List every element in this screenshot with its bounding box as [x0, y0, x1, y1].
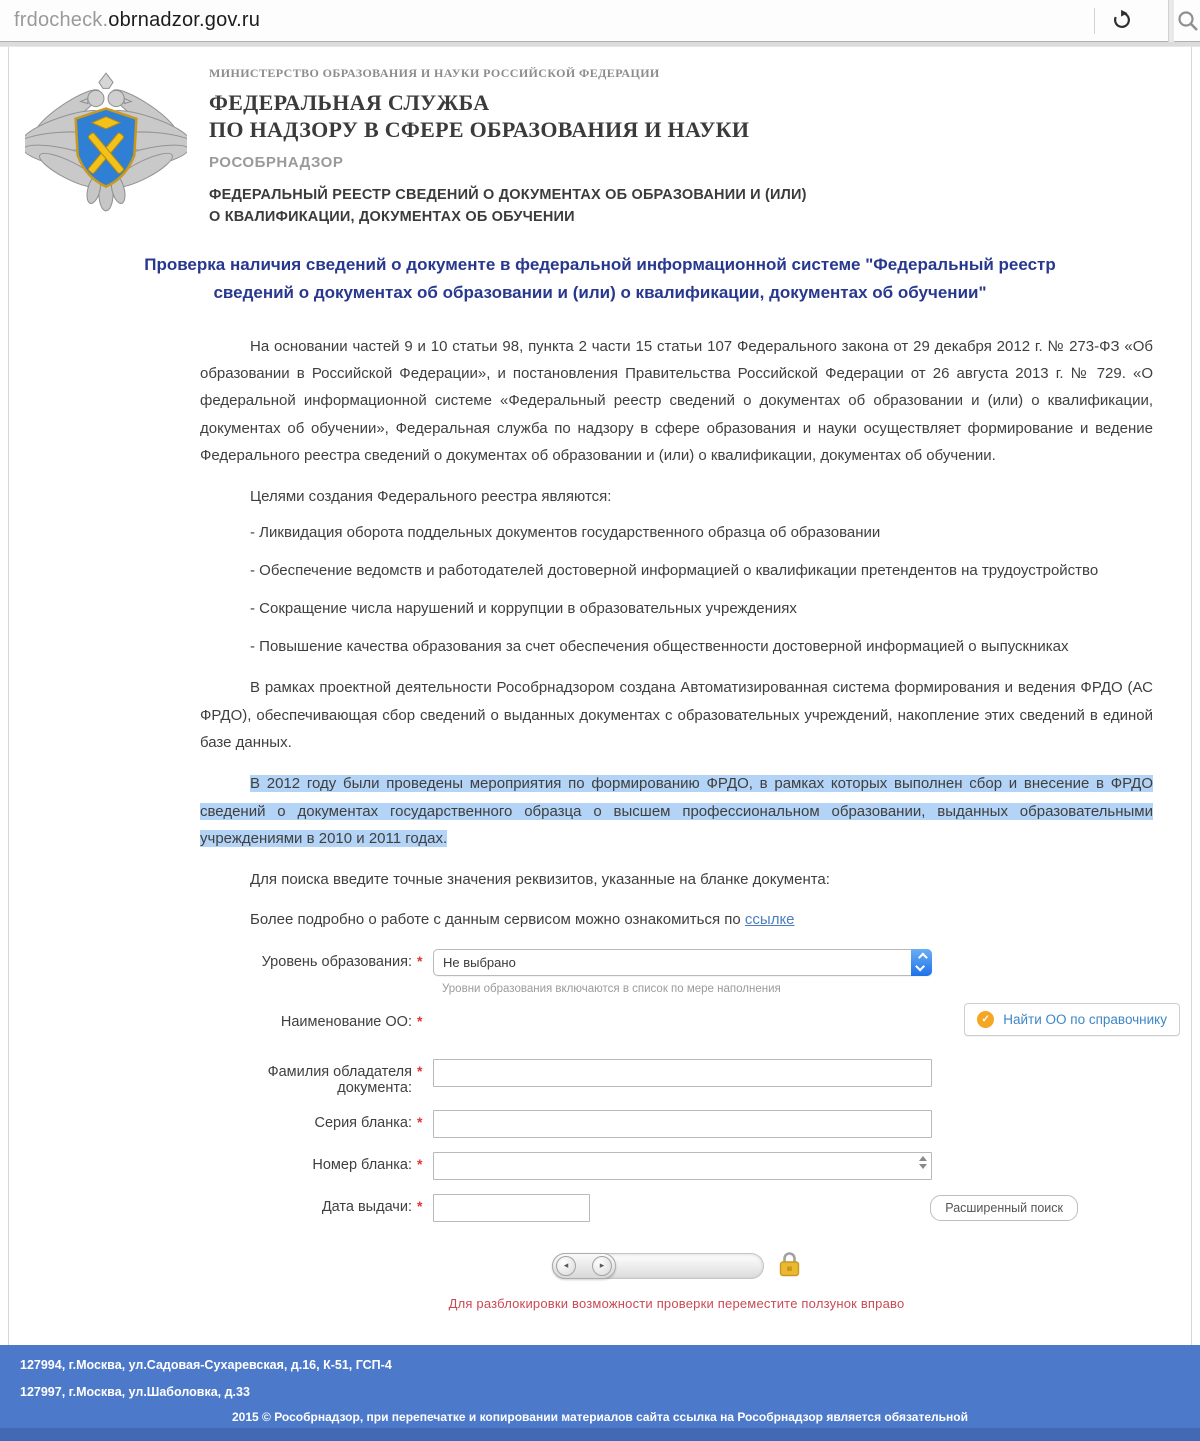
- page-content: [8, 47, 1192, 1345]
- rosobrnadzor-emblem-logo: [25, 60, 187, 222]
- goal-item-1: - Ликвидация оборота поддельных документов государственного образца об образовании: [250, 524, 881, 542]
- more-info-text: Более подробно о работе с данным сервисом можно ознакомиться по: [250, 910, 745, 928]
- toolbar-divider: [1094, 8, 1095, 34]
- reload-icon: [1111, 9, 1133, 36]
- date-row: [200, 1194, 1153, 1222]
- number-input[interactable]: [433, 1152, 932, 1180]
- advanced-search-label: Расширенный поиск: [945, 1200, 1063, 1215]
- search-form: [200, 949, 1167, 1222]
- goals-intro: Целями создания Федерального реестра являются:: [250, 488, 612, 506]
- search-button[interactable]: [1176, 9, 1200, 33]
- url-text[interactable]: [0, 9, 260, 32]
- goal-item-2: - Обеспечение ведомств и работодателей достоверной информацией о квалификации претендентов на трудоустройство: [250, 562, 1099, 580]
- required-mark: *: [417, 1155, 423, 1172]
- footer-copyright: 2015 © Рособрнадзор, при перепечатке и копировании материалов сайта ссылка на Рособрнадзор является обязательной: [232, 1410, 968, 1424]
- find-oo-button-label: Найти ОО по справочнику: [1003, 1011, 1167, 1027]
- spinner-up-icon: [919, 1156, 927, 1161]
- url-domain: obrnadzor.gov.ru: [108, 9, 261, 31]
- date-input[interactable]: [433, 1194, 590, 1222]
- advanced-search-button[interactable]: [930, 1195, 1078, 1221]
- more-info-link[interactable]: ссылке: [744, 910, 795, 928]
- main-text: [200, 333, 1167, 1345]
- surname-row: [200, 1059, 1153, 1096]
- surname-label: Фамилия обладателя документа:: [267, 1063, 412, 1096]
- ministry-name: МИНИСТЕРСТВО ОБРАЗОВАНИЯ И НАУКИ РОССИЙСКОЙ ФЕДЕРАЦИИ: [209, 66, 660, 80]
- header-text-block: [209, 60, 807, 229]
- unlock-slider[interactable]: [552, 1253, 764, 1279]
- education-level-helper: Уровни образования включаются в список по мере наполнения: [442, 982, 781, 995]
- surname-input[interactable]: [433, 1059, 932, 1087]
- oo-name-row: [200, 1009, 1167, 1045]
- spinner-down-icon: [919, 1164, 927, 1169]
- number-label: Номер бланка:: [312, 1156, 412, 1173]
- slider-handle[interactable]: [552, 1253, 616, 1279]
- registry-name-line2: О КВАЛИФИКАЦИИ, ДОКУМЕНТАХ ОБ ОБУЧЕНИИ: [209, 209, 575, 226]
- required-mark: *: [417, 1197, 423, 1214]
- required-mark: *: [417, 952, 423, 969]
- slider-hint: Для разблокировки возможности проверки переместите ползунок вправо: [448, 1295, 905, 1311]
- intro-paragraph: На основании частей 9 и 10 статьи 98, пункта 2 части 15 статьи 107 Федерального закона от 29 декабря 2012 г. № 273-ФЗ «Об образовании в Российской Федерации», и постановления Правительства Российской Федерации от 26 августа 2013 г. № 729. «О федеральной информационной системе «Федеральный реестр сведений о документах об образовании и (или) о квалификации, документах об обучении», Федеральная служба по надзору в сфере образования и науки осуществляет формирование и ведение Федерального реестра сведений о документах об образовании и (или) о квалификации, документах об обучении.: [200, 337, 1153, 464]
- selected-text: В 2012 году были проведены мероприятия по формированию ФРДО, в рамках которых выполнен сбор и внесение в ФРДО сведений о документах государственного образца о высшем профессиональном образовании, выданных образовательными учреждениями в 2010 и 2011 годах.: [200, 775, 1153, 847]
- unlock-slider-zone: [200, 1250, 1153, 1311]
- registry-name-line1: ФЕДЕРАЛЬНЫЙ РЕЕСТР СВЕДЕНИЙ О ДОКУМЕНТАХ ОБ ОБРАЗОВАНИИ И (ИЛИ): [209, 186, 807, 203]
- find-oo-button[interactable]: [964, 1003, 1180, 1036]
- service-name: [209, 90, 807, 144]
- service-name-line2: ПО НАДЗОРУ В СФЕРЕ ОБРАЗОВАНИЯ И НАУКИ: [209, 116, 750, 142]
- date-label: Дата выдачи:: [321, 1198, 412, 1215]
- reload-button[interactable]: [1108, 8, 1136, 36]
- series-input[interactable]: [433, 1110, 932, 1138]
- search-hint: Для поиска введите точные значения реквизитов, указанные на бланке документа:: [250, 871, 830, 889]
- series-row: [200, 1110, 1153, 1138]
- education-level-select[interactable]: [433, 949, 932, 976]
- number-spinner[interactable]: [919, 1156, 927, 1169]
- registry-name: [209, 184, 807, 229]
- more-info-line: [200, 906, 1153, 933]
- oo-name-label: Наименование ОО:: [280, 1013, 412, 1030]
- slider-left-arrow-icon: ◂: [556, 1256, 576, 1276]
- lock-icon: [778, 1250, 801, 1282]
- page-title: Проверка наличия сведений о документе в федеральной информационной системе "Федеральный реестр сведений о документах об образовании и (или) о квалификации, документах об обучении": [144, 254, 1056, 302]
- frdo-paragraph: В рамках проектной деятельности Рособрнадзором создана Автоматизированная система формирования и ведения ФРДО (АС ФРДО), обеспечивающая сбор сведений о выданных документах с образовательных учреждений, накопление этих сведений в единой базе данных.: [200, 679, 1153, 752]
- url-subdomain: frdocheck.: [14, 9, 109, 31]
- select-stepper-icon: [911, 949, 932, 976]
- goal-item-3: - Сокращение числа нарушений и коррупции в образовательных учреждениях: [250, 600, 797, 618]
- service-short-name: РОСОБРНАДЗОР: [209, 153, 344, 171]
- check-circle-icon: ✓: [977, 1011, 994, 1028]
- browser-address-bar: [0, 0, 1200, 42]
- footer-bottom-strip: [0, 1428, 1200, 1441]
- series-label: Серия бланка:: [314, 1114, 412, 1131]
- required-mark: *: [417, 1113, 423, 1130]
- footer-address-1: 127994, г.Москва, ул.Садовая-Сухаревская, д.16, К-51, ГСП-4: [20, 1358, 392, 1372]
- required-mark: *: [417, 1062, 423, 1079]
- site-footer: [0, 1345, 1200, 1441]
- education-level-row: [200, 949, 1153, 995]
- education-level-value: Не выбрано: [443, 954, 516, 970]
- education-level-label: Уровень образования:: [261, 953, 412, 970]
- search-icon: [1176, 20, 1200, 37]
- number-row: [200, 1152, 1153, 1180]
- panel-divider: [1168, 0, 1174, 42]
- site-header: [9, 47, 1191, 229]
- goal-item-4: - Повышение качества образования за счет обеспечения общественности достоверной информацией о выпускниках: [250, 638, 1069, 656]
- highlighted-paragraph: [200, 770, 1153, 852]
- slider-right-arrow-icon: ▸: [592, 1256, 612, 1276]
- required-mark: *: [417, 1012, 423, 1029]
- footer-address-2: 127997, г.Москва, ул.Шаболовка, д.33: [20, 1385, 250, 1399]
- service-name-line1: ФЕДЕРАЛЬНАЯ СЛУЖБА: [209, 90, 490, 115]
